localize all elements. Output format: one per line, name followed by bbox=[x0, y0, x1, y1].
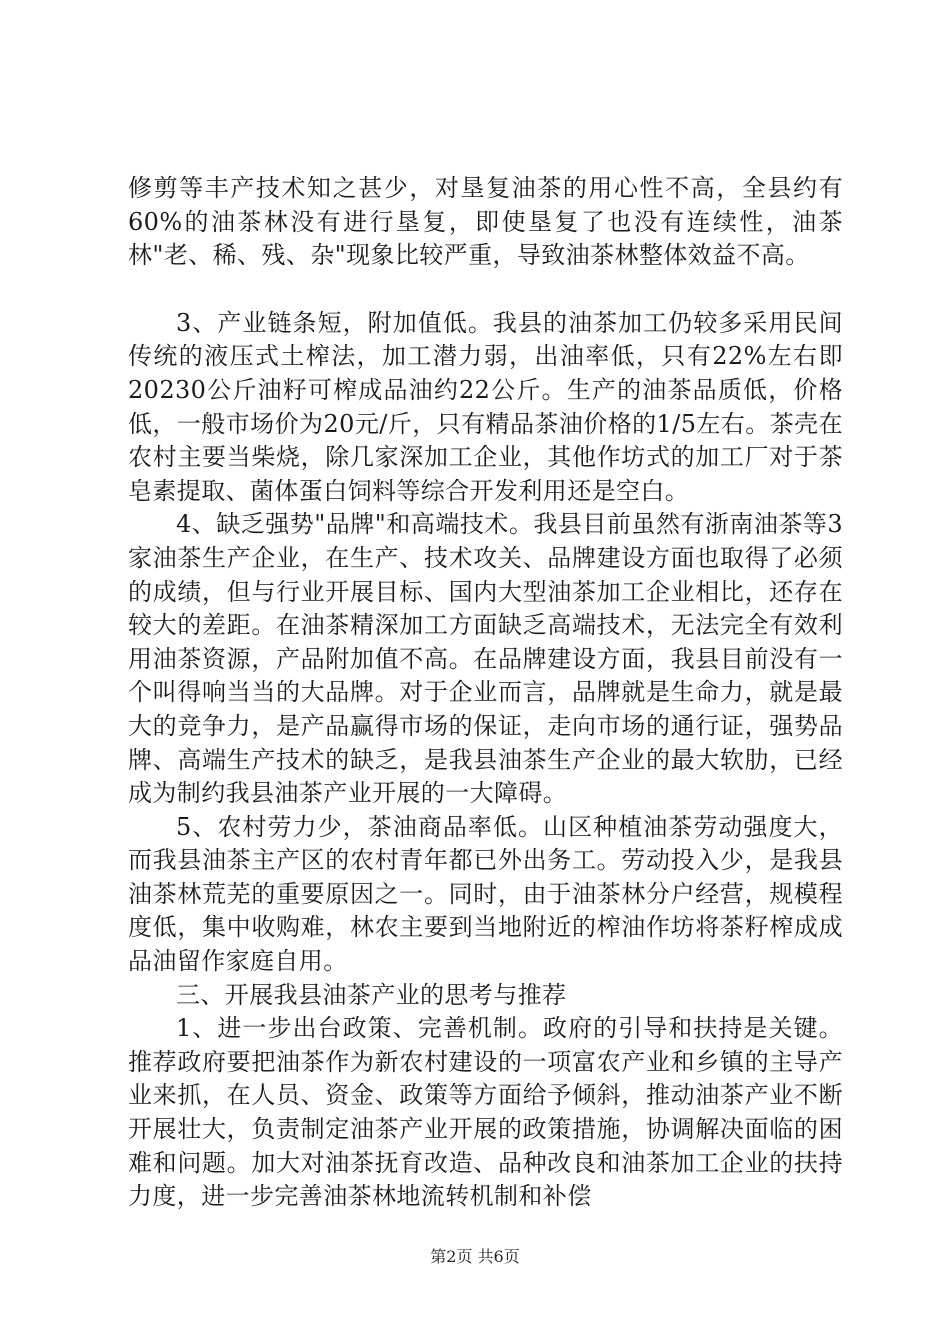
page-footer: 第2页 共6页 bbox=[430, 1247, 520, 1266]
document-body bbox=[128, 172, 843, 1214]
section-heading: 三、开展我县油茶产业的思考与推荐 bbox=[176, 980, 567, 1009]
paragraph-point-5: 5、农村劳力少，茶油商品率低。山区种植油茶劳动强度大，而我县油茶主产区的农村青年都已外出务工。劳动投入少，是我县油茶林荒芜的重要原因之一。同时，由于油茶林分户经营，规模程度低，集中收购难，林农主要到当地附近的榨油作坊将茶籽榨成成品油留作家庭自用。 bbox=[128, 812, 843, 976]
paragraph-recommendation-1: 1、进一步出台政策、完善机制。政府的引导和扶持是关键。推荐政府要把油茶作为新农村建设的一项富农产业和乡镇的主导产业来抓，在人员、资金、政策等方面给予倾斜，推动油茶产业不断开展壮大，负责制定油茶产业开展的政策措施，协调解决面临的困难和问题。加大对油茶抚育改造、品种改良和油茶加工企业的扶持力度，进一步完善油茶林地流转机制和补偿 bbox=[128, 1014, 843, 1211]
paragraph-continuation: 修剪等丰产技术知之甚少，对垦复油茶的用心性不高，全县约有60%的油茶林没有进行垦复，即使垦复了也没有连续性，油茶林"老、稀、残、杂"现象比较严重，导致油茶林整体效益不高。 bbox=[128, 174, 843, 270]
paragraph-point-4: 4、缺乏强势"品牌"和高端技术。我县目前虽然有浙南油茶等3家油茶生产企业，在生产、技术攻关、品牌建设方面也取得了必须的成绩，但与行业开展目标、国内大型油茶加工企业相比，还存在较大的差距。在油茶精深加工方面缺乏高端技术，无法完全有效利用油茶资源，产品附加值不高。在品牌建设方面，我县目前没有一个叫得响当当的大品牌。对于企业而言，品牌就是生命力，就是最大的竞争力，是产品赢得市场的保证，走向市场的通行证，强势品牌、高端生产技术的缺乏，是我县油茶生产企业的最大软肋，已经成为制约我县油茶产业开展的一大障碍。 bbox=[128, 510, 843, 808]
paragraph-point-3: 3、产业链条短，附加值低。我县的油茶加工仍较多采用民间传统的液压式土榨法，加工潜力弱，出油率低，只有22%左右即20230公斤油籽可榨成品油约22公斤。生产的油茶品质低，价格低，一般市场价为20元/斤，只有精品茶油价格的1/5左右。茶壳在农村主要当柴烧，除几家深加工企业，其他作坊式的加工厂对于茶皂素提取、菌体蛋白饲料等综合开发利用还是空白。 bbox=[128, 308, 843, 505]
